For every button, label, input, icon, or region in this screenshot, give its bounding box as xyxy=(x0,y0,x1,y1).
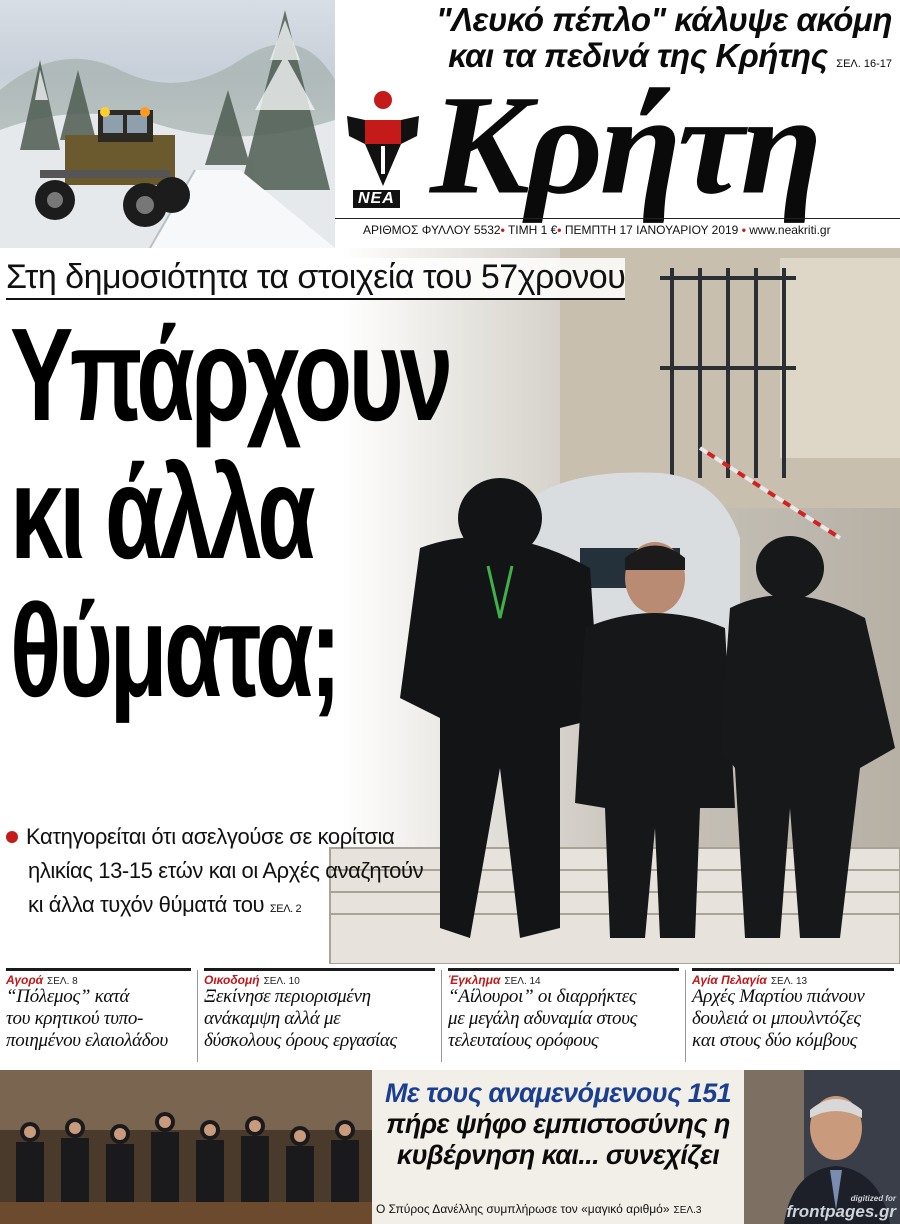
strip-story-market[interactable] xyxy=(0,968,197,1064)
teaser-line-2-text: και τα πεδινά της Κρήτης xyxy=(448,37,828,74)
logo-title: Κρήτη xyxy=(430,66,819,224)
caption-text: Ο Σπύρος Δανέλλης συμπλήρωσε τον «μαγικό αριθμό» xyxy=(376,1202,670,1216)
strip-text-line: δουλειά οι μπουλντόζες xyxy=(692,1008,861,1029)
newspaper-logo[interactable] xyxy=(335,66,900,224)
bottom-headline xyxy=(372,1078,744,1171)
caption-page-ref: ΣΕΛ.3 xyxy=(673,1205,702,1216)
deck-line-3-text: κι άλλα τυχόν θύματά του xyxy=(28,892,265,917)
issue-date: ΠΕΜΠΤΗ 17 ΙΑΝΟΥΑΡΙΟΥ 2019 xyxy=(564,223,739,237)
bottom-caption xyxy=(376,1202,701,1216)
deck-line-1-text: Κατηγορείται ότι ασελγούσε σε κορίτσια xyxy=(26,824,395,849)
headline-line-2: κι άλλα xyxy=(10,439,313,586)
separator-dot: • xyxy=(557,223,562,237)
separator-dot: • xyxy=(500,223,505,237)
headline-line-1: Υπάρχουν xyxy=(10,301,450,448)
strip-text-line: Αρχές Μαρτίου πιάνουν xyxy=(692,986,865,1007)
strip-story-crime[interactable] xyxy=(442,968,685,1064)
teaser-line-1: "Λευκό πέπλο" κάλυψε ακόμη xyxy=(435,1,892,38)
bottom-headline-line-1: Με τους αναμενόμενους 151 xyxy=(384,1078,732,1108)
bottom-banner[interactable] xyxy=(0,1070,900,1224)
strip-category-row xyxy=(692,968,894,986)
website-link[interactable]: www.neakriti.gr xyxy=(749,223,831,237)
issue-price: ΤΙΜΗ 1 € xyxy=(507,223,558,237)
strip-category: Αγία Πελαγία xyxy=(692,973,767,987)
story-kicker: Στη δημοσιότητα τα στοιχεία του 57χρονου xyxy=(6,258,625,300)
strip-text-line: ανάκαμψη αλλά με xyxy=(204,1008,341,1029)
deck-line-3 xyxy=(6,888,456,926)
watermark-small-text: digitized for xyxy=(850,1194,896,1203)
parliament-photo xyxy=(0,1070,372,1224)
snow-scene-illustration xyxy=(0,0,335,248)
deck-line-1 xyxy=(6,820,456,854)
headline-line-3: θύματα; xyxy=(10,577,338,724)
deck-page-ref: ΣΕΛ. 2 xyxy=(269,903,302,915)
strip-text-line: τελευταίους ορόφους xyxy=(448,1030,599,1051)
issue-info-bar xyxy=(335,218,900,240)
pen-nib-logo-icon xyxy=(343,86,423,196)
strip-page-ref: ΣΕΛ. 14 xyxy=(504,976,541,987)
deck-line-2: ηλικίας 13-15 ετών και οι Αρχές αναζητούν xyxy=(28,858,424,883)
parliament-illustration xyxy=(0,1070,372,1224)
strip-category-row xyxy=(6,968,191,986)
strip-text-line: ποιημένου ελαιολάδου xyxy=(6,1030,168,1051)
strip-text-line: του κρητικού τυπο- xyxy=(6,1008,144,1029)
strip-story-construction[interactable] xyxy=(198,968,441,1064)
strip-page-ref: ΣΕΛ. 8 xyxy=(47,976,78,987)
news-strip xyxy=(0,964,900,1068)
snow-plow-photo xyxy=(0,0,335,248)
issue-number: ΑΡΙΘΜΟΣ ΦΥΛΛΟΥ 5532 xyxy=(363,223,501,237)
watermark-site: frontpages.gr xyxy=(786,1202,896,1221)
strip-text-line: “Πόλεμος” κατά xyxy=(6,986,130,1007)
strip-text-line: δύσκολους όρους εργασίας xyxy=(204,1030,397,1051)
strip-page-ref: ΣΕΛ. 13 xyxy=(770,976,808,987)
strip-page-ref: ΣΕΛ. 10 xyxy=(263,976,300,987)
strip-category-row xyxy=(204,968,435,986)
logo-prefix: ΝΕΑ xyxy=(353,190,400,208)
strip-category: Έγκλημα xyxy=(448,973,501,987)
watermark xyxy=(786,1194,896,1222)
strip-category-row xyxy=(448,968,679,986)
separator-dot: • xyxy=(741,223,746,237)
story-deck xyxy=(6,820,456,926)
main-headline[interactable] xyxy=(10,301,456,724)
strip-category: Αγορά xyxy=(6,973,44,987)
red-bullet-icon xyxy=(6,831,18,843)
strip-text-line: Ξεκίνησε περιορισμένη xyxy=(204,986,371,1007)
bottom-headline-line-3: κυβέρνηση και... συνεχίζει xyxy=(396,1140,720,1170)
teaser-page-ref: ΣΕΛ. 16-17 xyxy=(836,58,892,70)
main-story[interactable] xyxy=(0,248,900,964)
bottom-headline-line-2: πήρε ψήφο εμπιστοσύνης η xyxy=(386,1109,730,1139)
strip-text-line: “Αίλουροι” οι διαρρήκτες xyxy=(448,986,637,1007)
strip-text-line: με μεγάλη αδυναμία στους xyxy=(448,1008,638,1029)
strip-category: Οικοδομή xyxy=(204,973,260,987)
strip-story-agia-pelagia[interactable] xyxy=(686,968,900,1064)
strip-text-line: και στους δύο κόμβους xyxy=(692,1030,858,1051)
